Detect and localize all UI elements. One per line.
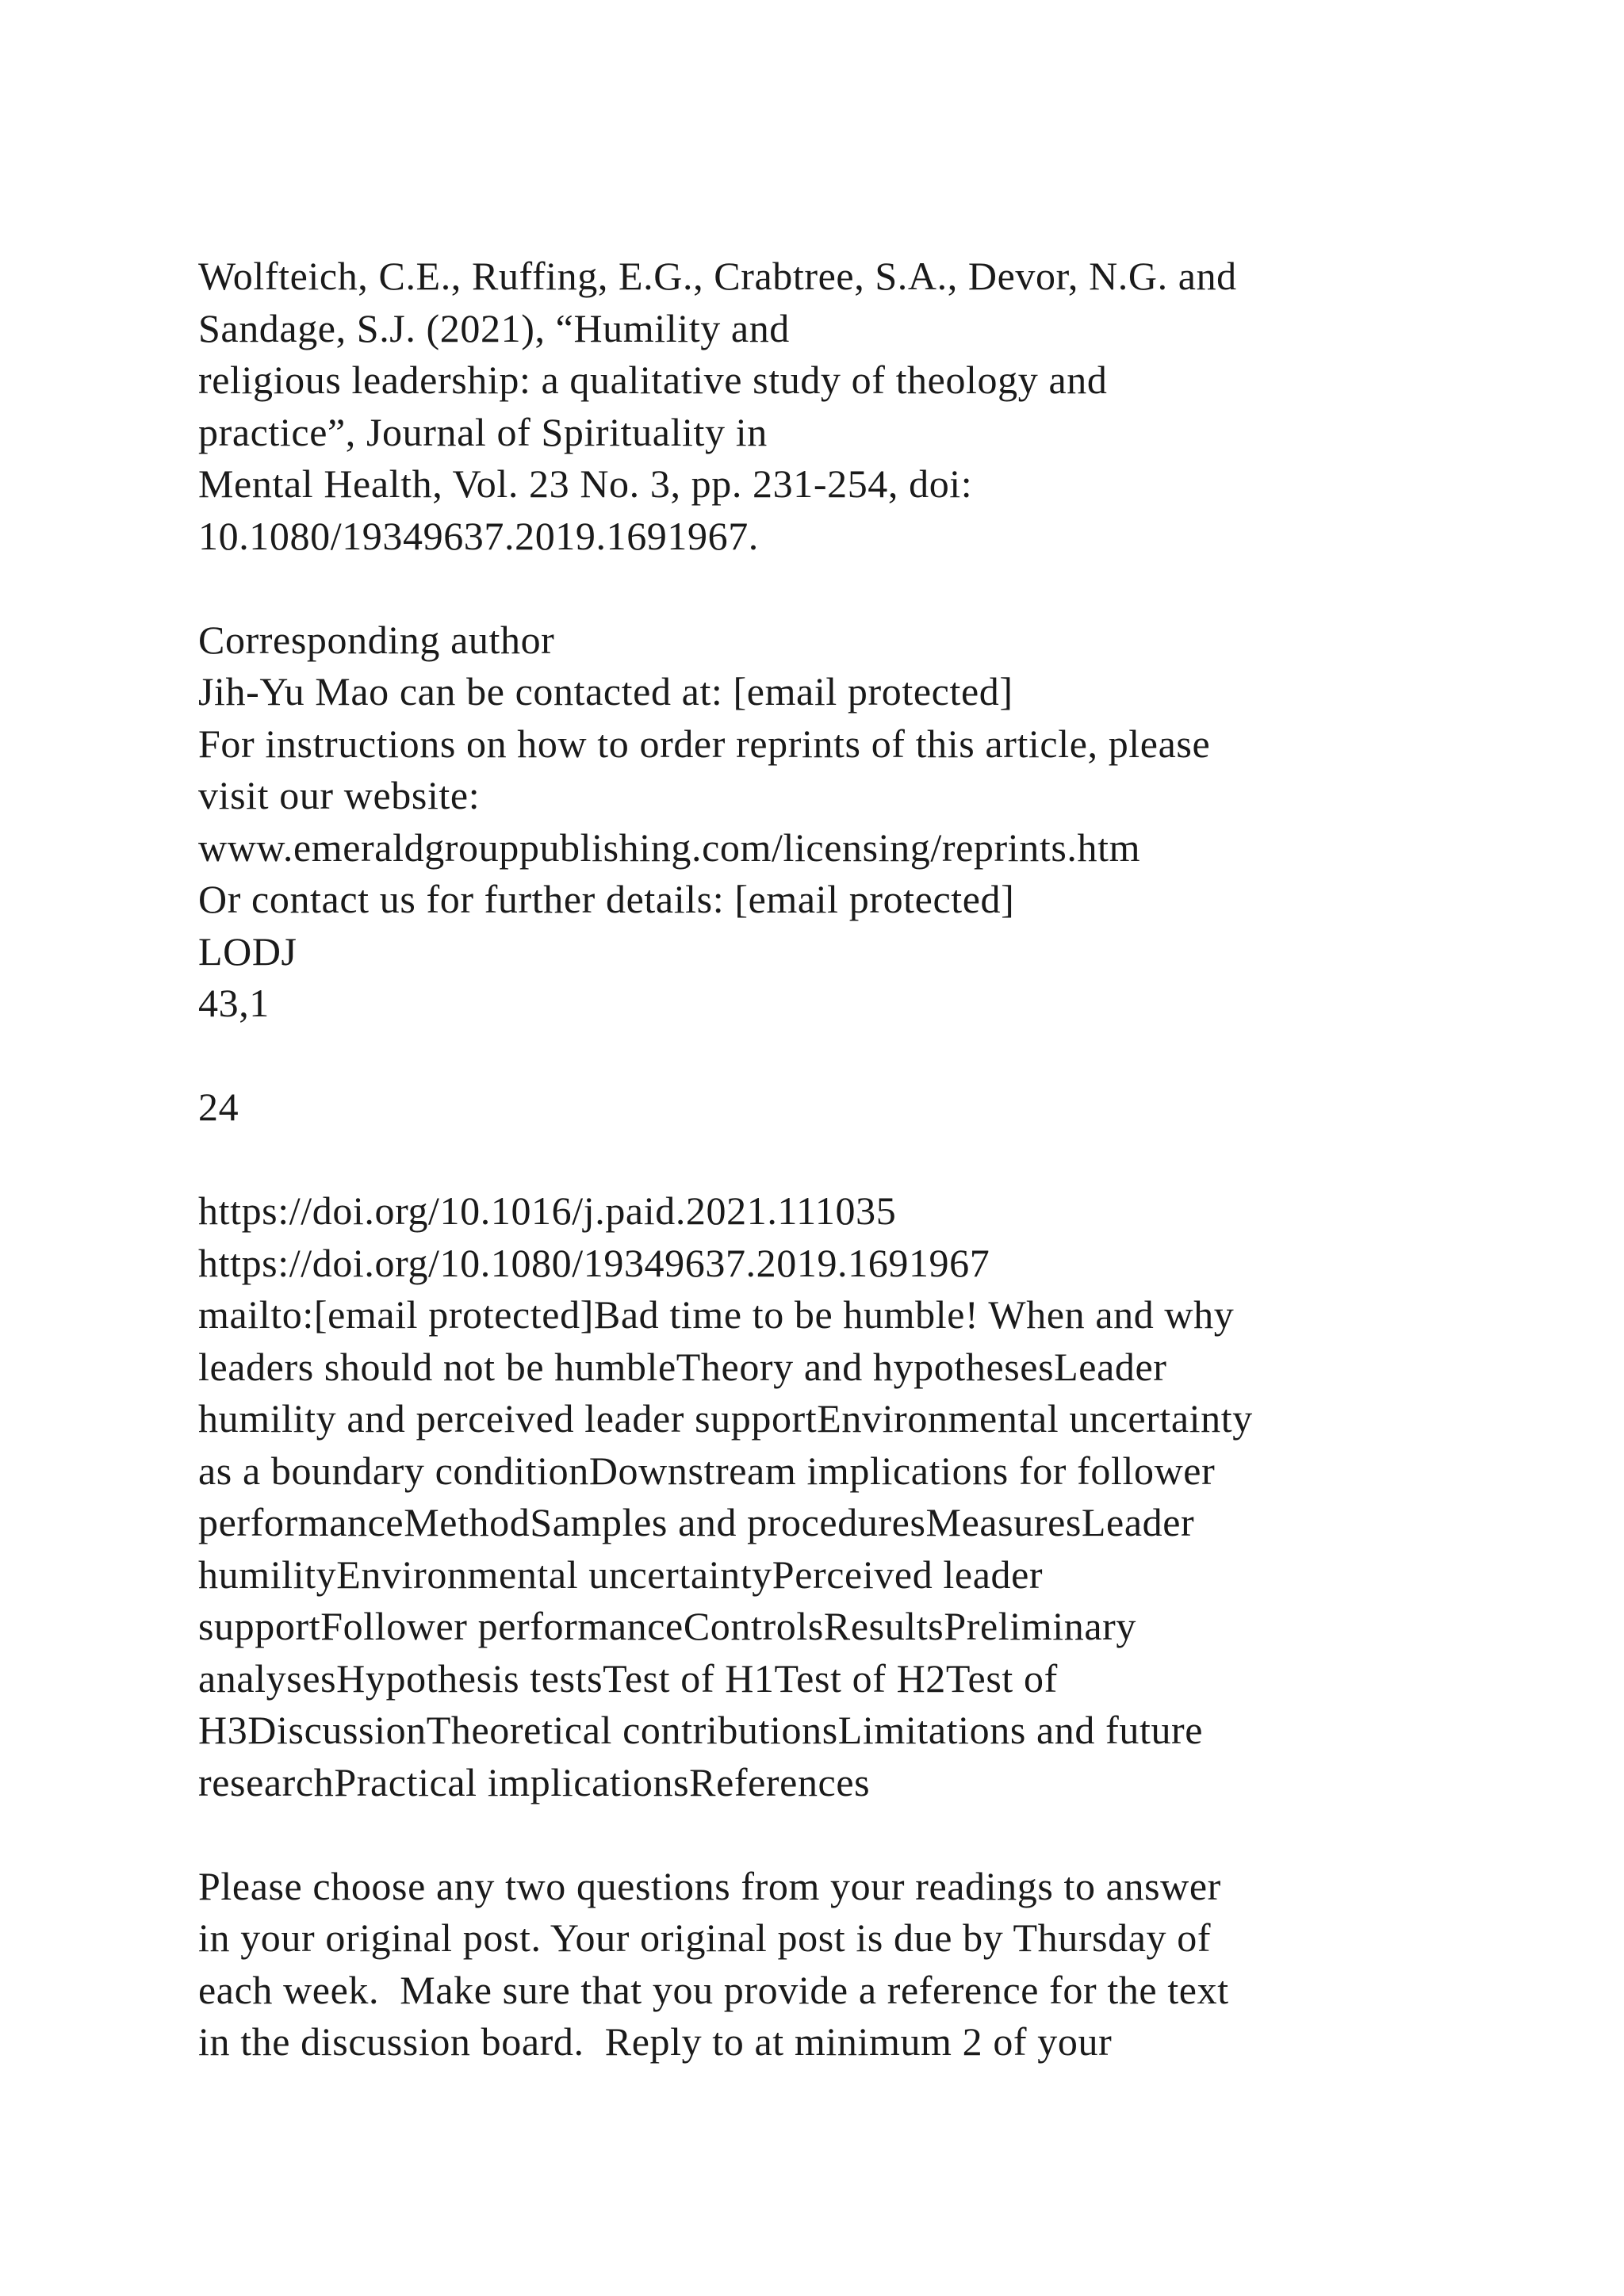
outline-line: analysesHypothesis testsTest of H1Test of H2Test of — [198, 1655, 1058, 1701]
outline-line: mailto:[email protected]Bad time to be humble! When and why — [198, 1292, 1235, 1337]
reference-line: 10.1080/19349637.2019.1691967. — [198, 513, 759, 558]
corresponding-contact: Jih-Yu Mao can be contacted at: [email protected] — [198, 669, 1013, 714]
corresponding-author-block — [198, 614, 1546, 1030]
reference-line: religious leadership: a qualitative study of theology and — [198, 358, 1108, 402]
spacer — [198, 1808, 1546, 1861]
outline-line: as a boundary conditionDownstream implications for follower — [198, 1448, 1216, 1493]
spacer — [198, 1134, 1546, 1186]
outline-line: H3DiscussionTheoretical contributionsLimitations and future — [198, 1708, 1204, 1752]
instruction-line: in your original post. Your original post is due by Thursday of — [198, 1915, 1212, 1960]
outline-line: humility and perceived leader supportEnvironmental uncertainty — [198, 1396, 1253, 1441]
reference-citation — [198, 251, 1546, 562]
assignment-instructions — [198, 1861, 1546, 2068]
spacer — [198, 1030, 1546, 1082]
page-number: 24 — [198, 1085, 239, 1129]
document-page — [198, 251, 1546, 2068]
doi-link[interactable]: https://doi.org/10.1080/19349637.2019.1691967 — [198, 1240, 990, 1285]
links-and-outline — [198, 1185, 1546, 1808]
reference-line: Mental Health, Vol. 23 No. 3, pp. 231-254, doi: — [198, 461, 973, 506]
instruction-line: each week. Make sure that you provide a reference for the text — [198, 1967, 1229, 2012]
outline-line: humilityEnvironmental uncertaintyPerceived leader — [198, 1552, 1044, 1597]
outline-line: supportFollower performanceControlsResultsPreliminary — [198, 1604, 1136, 1648]
journal-abbreviation: LODJ — [198, 928, 297, 974]
reference-line: Sandage, S.J. (2021), “Humility and — [198, 305, 790, 350]
outline-line: researchPractical implicationsReferences — [198, 1759, 871, 1804]
outline-line: leaders should not be humbleTheory and hypothesesLeader — [198, 1344, 1167, 1389]
further-details-text: Or contact us for further details: [email protected] — [198, 877, 1015, 921]
instruction-line: Please choose any two questions from your readings to answer — [198, 1863, 1221, 1908]
reprints-website-link[interactable]: www.emeraldgrouppublishing.com/licensing/reprints.htm — [198, 825, 1141, 870]
doi-link[interactable]: https://doi.org/10.1016/j.paid.2021.111035 — [198, 1188, 897, 1233]
spacer — [198, 562, 1546, 614]
instruction-line: in the discussion board. Reply to at minimum 2 of your — [198, 2019, 1113, 2064]
reprints-text: For instructions on how to order reprints of this article, please — [198, 721, 1211, 766]
outline-line: performanceMethodSamples and proceduresMeasuresLeader — [198, 1500, 1195, 1544]
journal-volume: 43,1 — [198, 981, 270, 1025]
reference-line: Wolfteich, C.E., Ruffing, E.G., Crabtree, S.A., Devor, N.G. and — [198, 254, 1237, 298]
corresponding-heading: Corresponding author — [198, 617, 555, 662]
reference-line: practice”, Journal of Spirituality in — [198, 409, 768, 454]
reprints-text: visit our website: — [198, 773, 481, 817]
